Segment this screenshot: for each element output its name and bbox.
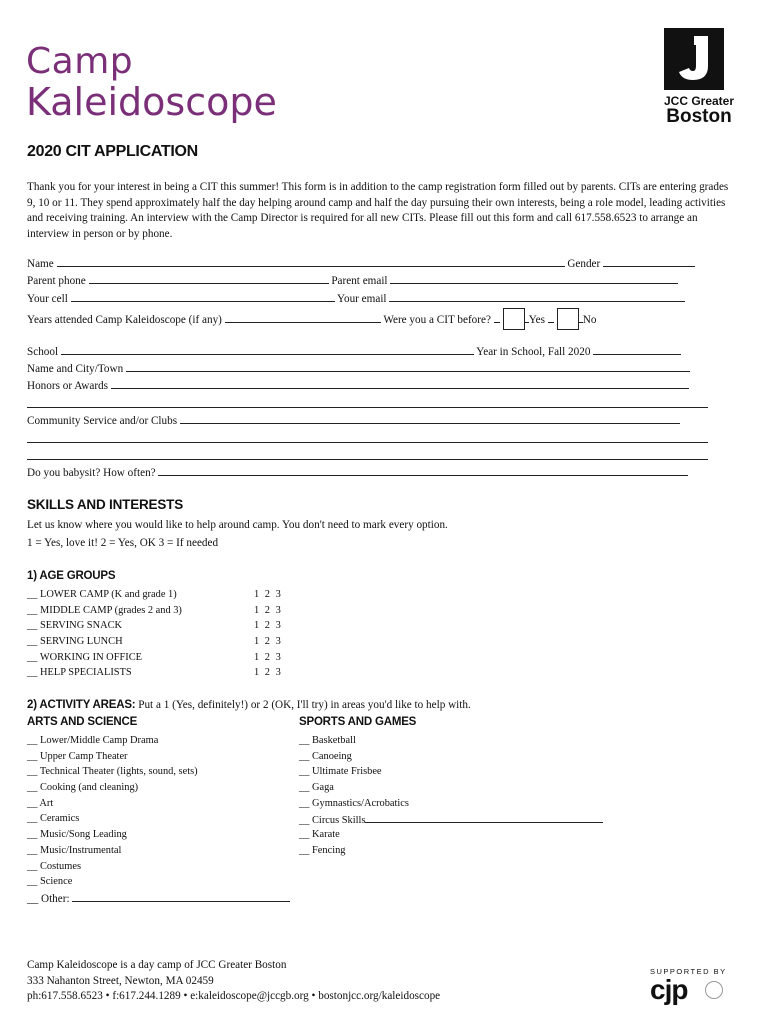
school-field[interactable] <box>61 343 474 355</box>
babysit-field[interactable] <box>158 464 688 476</box>
list-item[interactable]: __ Circus Skills <box>299 811 603 827</box>
list-item[interactable]: __ Music/Song Leading <box>27 829 127 841</box>
footer <box>27 958 440 1005</box>
year-in-school-label: Year in School, Fall 2020 <box>476 346 591 358</box>
list-item[interactable]: __ Science <box>27 876 73 888</box>
list-item[interactable]: __ Canoeing <box>299 750 352 762</box>
row-community <box>27 412 680 428</box>
list-item[interactable]: __ SERVING SNACK <box>27 620 123 632</box>
list-item[interactable]: __ Ultimate Frisbee <box>299 766 382 778</box>
activity-instruction: Put a 1 (Yes, definitely!) or 2 (OK, I'll try) in areas you'd like to help with. <box>138 699 471 711</box>
footer-line-3: ph:617.558.6523 • f:617.244.1289 • e:kaleidoscope@jccgb.org • bostonjcc.org/kaleidoscope <box>27 990 441 1002</box>
jcc-logo <box>664 28 724 90</box>
row-honors <box>27 377 689 393</box>
arts-list <box>27 733 290 907</box>
name-city-field[interactable] <box>126 360 690 372</box>
list-item[interactable]: __ Cooking (and cleaning) <box>27 782 139 794</box>
parent-phone-label: Parent phone <box>27 275 86 287</box>
list-item[interactable]: __ Karate <box>299 829 340 841</box>
gender-field[interactable] <box>603 255 695 267</box>
age-groups-heading: 1) AGE GROUPS <box>27 570 116 582</box>
name-city-label: Name and City/Town <box>27 363 124 375</box>
name-label: Name <box>27 258 54 270</box>
cjp-emblem-icon <box>705 981 723 999</box>
footer-line-1: Camp Kaleidoscope is a day camp of JCC Greater Boston <box>27 959 287 971</box>
row-parent <box>27 272 678 288</box>
honors-field[interactable] <box>111 377 689 389</box>
footer-line-2: 333 Nahanton Street, Newton, MA 02459 <box>27 974 214 987</box>
list-item[interactable]: __ Gymnastics/Acrobatics <box>299 797 409 809</box>
other-field[interactable] <box>72 890 290 902</box>
activity-heading-row <box>27 699 471 711</box>
rating-options[interactable]: 1 2 3 <box>254 667 281 679</box>
jcc-logo-line1: JCC Greater <box>663 94 735 108</box>
babysit-label: Do you babysit? How often? <box>27 467 156 479</box>
rating-options[interactable]: 1 2 3 <box>254 604 281 616</box>
list-item[interactable]: __ Technical Theater (lights, sound, sets) <box>27 766 198 778</box>
no-checkbox[interactable] <box>557 308 579 330</box>
list-item[interactable]: __ SERVING LUNCH <box>27 636 123 648</box>
page-title: 2020 CIT APPLICATION <box>27 143 198 160</box>
your-email-field[interactable] <box>389 290 685 302</box>
years-attended-field[interactable] <box>225 311 381 323</box>
your-email-label: Your email <box>337 293 387 305</box>
gender-label: Gender <box>567 258 601 270</box>
sports-list <box>299 733 603 859</box>
community-label: Community Service and/or Clubs <box>27 415 178 427</box>
honors-label: Honors or Awards <box>27 380 109 392</box>
row-babysit <box>27 464 688 480</box>
age-groups-list <box>27 587 182 681</box>
other-item[interactable]: __ Other: <box>27 890 290 907</box>
sports-heading: SPORTS AND GAMES <box>299 716 417 728</box>
row-cell <box>27 290 685 306</box>
yes-label: Yes <box>528 314 545 326</box>
list-item[interactable]: __ Basketball <box>299 735 356 746</box>
honors-extra-line[interactable] <box>27 407 708 408</box>
year-in-school-field[interactable] <box>593 343 681 355</box>
parent-email-label: Parent email <box>331 275 388 287</box>
cjp-logo: cjp <box>650 974 688 1005</box>
brand-kaleidoscope: Kaleidoscope <box>26 80 277 124</box>
community-extra-line-2[interactable] <box>27 459 708 460</box>
rating-options[interactable]: 1 2 3 <box>254 620 281 632</box>
circus-skills-field[interactable] <box>365 811 603 823</box>
jcc-logo-line2: Boston <box>666 106 732 127</box>
name-field[interactable] <box>57 255 565 267</box>
row-name <box>27 255 695 271</box>
your-cell-field[interactable] <box>71 290 335 302</box>
skills-heading: SKILLS AND INTERESTS <box>27 497 184 512</box>
parent-phone-field[interactable] <box>89 272 329 284</box>
years-attended-label: Years attended Camp Kaleidoscope (if any) <box>27 314 222 326</box>
row-years <box>27 308 596 324</box>
community-extra-line-1[interactable] <box>27 442 708 443</box>
community-field[interactable] <box>180 412 680 424</box>
rating-legend: 1 = Yes, love it! 2 = Yes, OK 3 = If needed <box>27 537 219 549</box>
rating-options[interactable]: 1 2 3 <box>254 589 281 600</box>
list-item[interactable]: __ LOWER CAMP (K and grade 1) <box>27 589 177 600</box>
intro-paragraph: Thank you for your interest in being a CIT this summer! This form is in addition to the camp registration form filled out by parents. CITs are entering grades 9, 10 or 11. They spend approximately half the day helping around camp and half the day pursuing their own interests, being a role model, leading activities and receiving training. An interview with the Camp Director is required for all new CITs. Please fill out this form and call 617.558.6523 to arrange an interview in person or by phone. <box>27 181 729 240</box>
no-label: No <box>582 314 597 326</box>
list-item[interactable]: __ Art <box>27 797 54 809</box>
list-item[interactable]: __ Lower/Middle Camp Drama <box>27 735 159 746</box>
parent-email-field[interactable] <box>390 272 678 284</box>
supported-by-label: SUPPORTED BY <box>650 967 727 976</box>
list-item[interactable]: __ Gaga <box>299 782 334 794</box>
school-label: School <box>27 346 59 358</box>
your-cell-label: Your cell <box>27 293 68 305</box>
were-cit-label: Were you a CIT before? <box>383 314 491 326</box>
brand-camp: Camp <box>26 41 134 82</box>
age-groups-ratings <box>254 587 281 681</box>
rating-options[interactable]: 1 2 3 <box>254 651 281 663</box>
list-item[interactable]: __ HELP SPECIALISTS <box>27 667 132 679</box>
arts-heading: ARTS AND SCIENCE <box>27 716 138 728</box>
skills-instruction: Let us know where you would like to help around camp. You don't need to mark every option. <box>27 519 448 531</box>
yes-checkbox[interactable] <box>503 308 525 330</box>
list-item[interactable]: __ Upper Camp Theater <box>27 750 128 762</box>
list-item[interactable]: __ WORKING IN OFFICE <box>27 651 142 663</box>
list-item[interactable]: __ Ceramics <box>27 813 80 825</box>
row-school <box>27 343 681 359</box>
activity-heading: 2) ACTIVITY AREAS: <box>27 699 136 711</box>
list-item[interactable]: __ Music/Instrumental <box>27 844 122 856</box>
list-item[interactable]: __ Fencing <box>299 844 346 856</box>
list-item[interactable]: __ Costumes <box>27 860 81 872</box>
row-city <box>27 360 690 376</box>
rating-options[interactable]: 1 2 3 <box>254 636 281 648</box>
list-item[interactable]: __ MIDDLE CAMP (grades 2 and 3) <box>27 604 182 616</box>
